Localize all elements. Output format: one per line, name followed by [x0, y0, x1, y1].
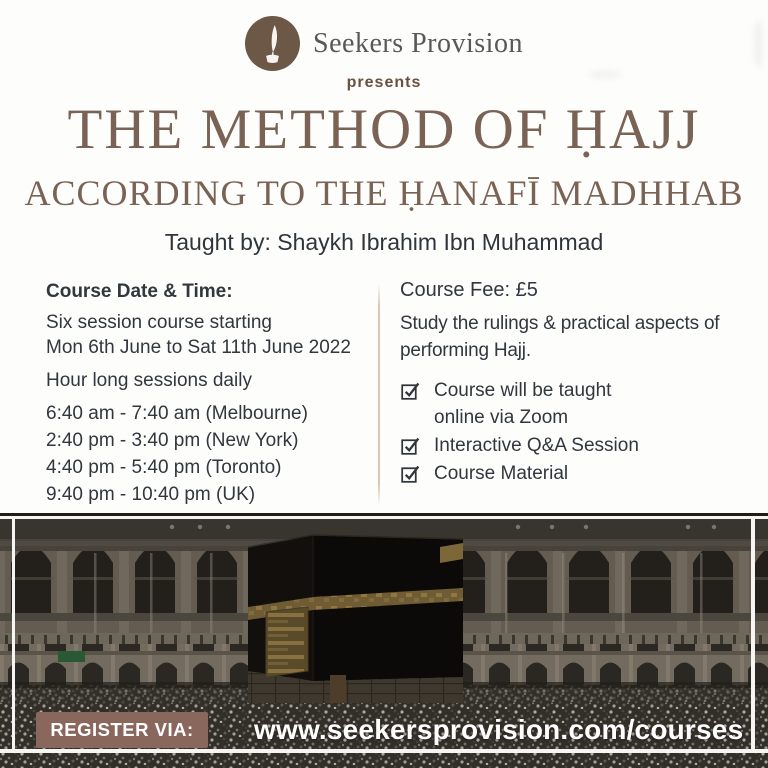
- session-times-list: [46, 400, 376, 508]
- checked-ballot-box-icon: [400, 380, 421, 401]
- paper-smudge: [754, 20, 763, 68]
- photo-frame-top: [0, 516, 768, 519]
- column-divider: [378, 284, 380, 506]
- schedule-dates-line: Mon 6th June to Sat 11th June 2022: [46, 337, 351, 358]
- kaaba-photo-banner: [0, 513, 768, 768]
- feature-item: [400, 432, 756, 459]
- feature-list: [400, 377, 756, 487]
- course-details-section: [400, 279, 756, 487]
- schedule-intro-line: Six session course starting: [46, 311, 272, 333]
- brand-name: Seekers Provision: [313, 27, 523, 59]
- register-url[interactable]: www.seekersprovision.com/courses: [254, 714, 744, 745]
- schedule-duration-line: Hour long sessions daily: [46, 369, 252, 391]
- quill-in-inkwell-icon: [245, 16, 300, 71]
- taught-by-line: Taught by: Shaykh Ibrahim Ibn Muhammad: [164, 229, 604, 255]
- feature-item: [400, 377, 756, 431]
- feature-label: Course Material: [434, 463, 569, 484]
- feature-item: [400, 460, 756, 487]
- photo-frame-left: [12, 516, 15, 753]
- feature-label: Course will be taught online via Zoom: [434, 380, 612, 428]
- course-fee: Course Fee: £5: [400, 279, 538, 301]
- feature-label: Interactive Q&A Session: [434, 435, 639, 456]
- session-time-newyork: 2:40 pm - 3:40 pm (New York): [46, 430, 299, 451]
- session-time-uk: 9:40 pm - 10:40 pm (UK): [46, 484, 256, 505]
- register-via-badge: REGISTER VIA:: [36, 712, 208, 748]
- session-time-toronto: 4:40 pm - 5:40 pm (Toronto): [46, 457, 282, 478]
- brand-header: [0, 16, 768, 92]
- photo-frame-right: [751, 516, 755, 753]
- paper-smudge: [588, 70, 622, 79]
- checked-ballot-box-icon: [400, 463, 421, 484]
- course-description: Study the rulings & practical aspects of performing Hajj.: [400, 313, 720, 361]
- schedule-section: [46, 279, 376, 508]
- session-time-melbourne: 6:40 am - 7:40 am (Melbourne): [46, 403, 308, 424]
- brand-row: [245, 16, 523, 71]
- checked-ballot-box-icon: [400, 435, 421, 456]
- course-title: THE METHOD OF ḤAJJ: [67, 98, 701, 161]
- presents-label: presents: [346, 74, 422, 91]
- schedule-heading: Course Date & Time:: [46, 281, 233, 302]
- course-subtitle: ACCORDING TO THE ḤANAFĪ MADHHAB: [24, 173, 744, 213]
